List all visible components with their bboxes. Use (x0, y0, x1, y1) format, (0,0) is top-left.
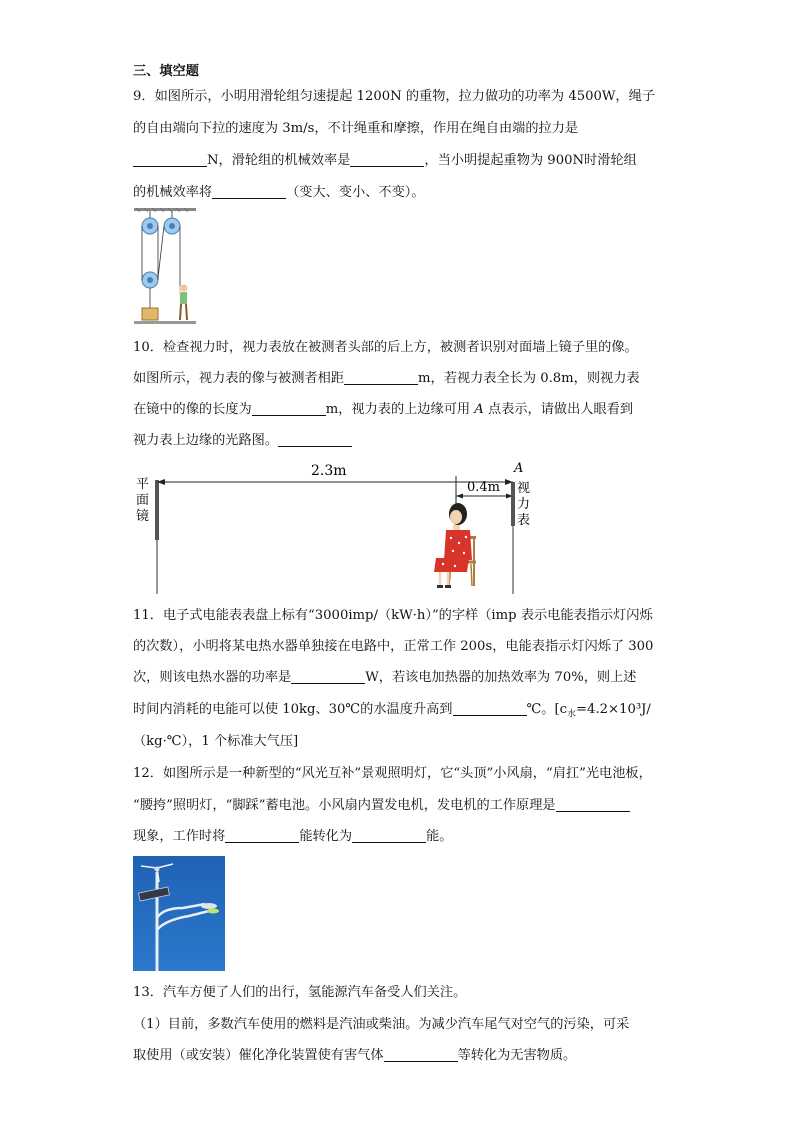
q10-line-1: 10．检查视力时，视力表放在被测者头部的后上方，被测者识别对面墙上镜子里的像。 (133, 340, 638, 355)
chart-label-3: 表 (517, 513, 531, 528)
q10-line-3: 在镜中的像的长度为 m，视力表的上边缘可用 A 点表示，请做出人眼看到 (133, 402, 634, 417)
q12-line-3: 现象，工作时将 能转化为 能。 (133, 829, 453, 844)
q13-line-3: 取使用（或安装）催化净化装置使有害气体 等转化为无害物质。 (133, 1048, 577, 1063)
q11-line-2: 的次数），小明将某电热水器单独接在电路中，正常工作 200s，电能表指示灯闪烁了 300 (133, 639, 654, 654)
distance-total-label: 2.3m (311, 463, 347, 479)
q12-line-1: 12．如图所示是一种新型的“风光互补”景观照明灯，它“头顶”小风扇，“肩扛”光电池板， (133, 766, 652, 781)
answer-blank[interactable] (453, 701, 527, 716)
distance-part-label: 0.4m (467, 480, 501, 495)
q11-line-4: 时间内消耗的电能可以使 10kg、30℃的水温度升高到 ℃。[$c_水=4.2\times 10^3J/$ (133, 702, 651, 720)
answer-blank[interactable] (291, 669, 365, 684)
answer-blank[interactable] (225, 828, 299, 843)
seated-person (434, 503, 476, 588)
answer-blank[interactable] (350, 152, 424, 167)
section-title: 三、填空题 (133, 64, 199, 79)
q11-line-1: 11．电子式电能表表盘上标有“3000imp/（kW·h）”的字样（imp 表示电能表指示灯闪烁 (133, 608, 653, 623)
mirror-label-2: 面 (136, 493, 150, 508)
pulley-figure (134, 208, 196, 326)
point-a-label: A (514, 461, 524, 476)
q9-line-4: 的机械效率将 （变大、变小、不变）。 (133, 185, 425, 200)
chart-label-1: 视 (517, 481, 531, 496)
answer-blank[interactable] (278, 432, 352, 447)
q9-line-1: 9．如图所示，小明用滑轮组匀速提起 1200N 的重物，拉力做功的功率为 4500W，绳子 (133, 89, 655, 104)
eye-test-figure (133, 458, 543, 594)
answer-blank[interactable] (252, 401, 326, 416)
q10-line-2: 如图所示，视力表的像与被测者相距 m，若视力表全长为 0.8m，则视力表 (133, 371, 640, 386)
answer-blank[interactable] (133, 152, 207, 167)
q12-line-2: “腰挎”照明灯，“脚踩”蓄电池。小风扇内置发电机，发电机的工作原理是 (133, 797, 630, 815)
mirror-label-3: 镜 (136, 509, 150, 524)
q9-line-3: N，滑轮组的机械效率是 ，当小明提起重物为 900N时滑轮组 (133, 152, 637, 170)
q11-line-5: （kg·℃），1 个标准大气压] (133, 734, 299, 749)
mirror-label-1: 平 (136, 477, 150, 492)
chart-label-2: 力 (517, 497, 531, 512)
q10-line-4: 视力表上边缘的光路图。 (133, 432, 352, 450)
streetlight-photo (133, 856, 225, 971)
answer-blank[interactable] (212, 184, 286, 199)
answer-blank[interactable] (556, 797, 630, 812)
q11-line-3: 次，则该电热水器的功率是 W，若该电加热器的加热效率为 70%，则上述 (133, 670, 637, 685)
answer-blank[interactable] (352, 828, 426, 843)
answer-blank[interactable] (344, 370, 418, 385)
q13-line-1: 13．汽车方便了人们的出行，氢能源汽车备受人们关注。 (133, 985, 467, 1000)
q9-line-2: 的自由端向下拉的速度为 3m/s，不计绳重和摩擦，作用在绳自由端的拉力是 (133, 121, 579, 136)
answer-blank[interactable] (384, 1047, 458, 1062)
q13-line-2: （1）目前，多数汽车使用的燃料是汽油或柴油。为减少汽车尾气对空气的污染，可采 (133, 1017, 630, 1032)
